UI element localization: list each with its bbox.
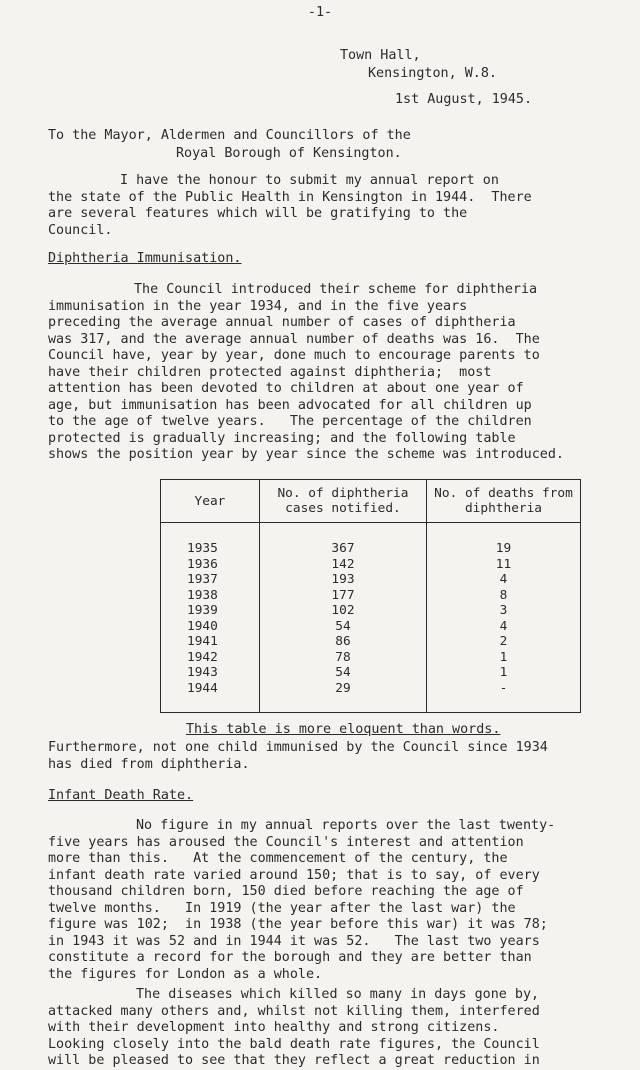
- cell-year: 1944: [161, 681, 260, 713]
- infant-paragraph-1: No figure in my annual reports over the last twenty- five years has aroused the Council's interest and attention more than this. At the commencement of the century, the infant death rate varied around 150; that is to say, of every thousand children born, 150 died before reaching the age of twelve months. In 1919 (the year after the last war) the figure was 102; in 1938 (the year before this war) it was 78; in 1943 it was 52 and in 1944 it was 52. The last two years constitute a record for the borough and they are better than the figures for London as a whole.: [48, 818, 556, 982]
- table-row: [161, 650, 581, 666]
- cell-year: 1938: [161, 588, 260, 604]
- cell-cases: 193: [259, 572, 426, 588]
- table-row: [161, 588, 581, 604]
- salutation: [48, 127, 411, 163]
- cell-deaths: 2: [427, 634, 581, 650]
- infant-paragraph-2: The diseases which killed so many in days gone by, attacked many others and, whilst not killing them, interfered with their development into healthy and strong citizens. Looking closely into the bald death rate figures, the Council will be pleased to see that they reflect a great reduction in: [48, 987, 540, 1068]
- cell-deaths: 4: [427, 619, 581, 635]
- cell-year: 1935: [161, 523, 260, 557]
- cell-deaths: 1: [427, 650, 581, 666]
- cell-cases: 102: [259, 603, 426, 619]
- diphtheria-table: [160, 479, 581, 713]
- section-heading-infant: Infant Death Rate.: [48, 788, 194, 803]
- cell-cases: 78: [259, 650, 426, 666]
- cell-deaths: 8: [427, 588, 581, 604]
- cell-cases: 367: [259, 523, 426, 557]
- cell-cases: 29: [259, 681, 426, 713]
- table-row: [161, 523, 581, 557]
- header-year: Year: [161, 480, 260, 523]
- table-row: [161, 665, 581, 681]
- cell-cases: 177: [259, 588, 426, 604]
- furthermore-paragraph: Furthermore, not one child immunised by the Council since 1934 has died from diphtheria.: [48, 740, 548, 772]
- cell-year: 1937: [161, 572, 260, 588]
- table-row: [161, 603, 581, 619]
- table-row: [161, 557, 581, 573]
- cell-deaths: 4: [427, 572, 581, 588]
- cell-year: 1940: [161, 619, 260, 635]
- salutation-line-2: Royal Borough of Kensington.: [176, 146, 402, 161]
- cell-year: 1941: [161, 634, 260, 650]
- table-header-row: [161, 480, 581, 523]
- intro-paragraph: I have the honour to submit my annual report on the state of the Public Health in Kensington in 1944. There are several features which will be gratifying to the Council.: [48, 173, 532, 238]
- cell-year: 1942: [161, 650, 260, 666]
- cell-cases: 86: [259, 634, 426, 650]
- header-cases: No. of diphtheria cases notified.: [259, 480, 426, 523]
- address-block: [340, 47, 497, 83]
- cell-year: 1943: [161, 665, 260, 681]
- header-deaths: No. of deaths from diphtheria: [427, 480, 581, 523]
- address-line-1: Town Hall,: [340, 48, 421, 63]
- cell-deaths: 19: [427, 523, 581, 557]
- cell-cases: 142: [259, 557, 426, 573]
- cell-year: 1939: [161, 603, 260, 619]
- table-row: [161, 572, 581, 588]
- section-heading-diphtheria: Diphtheria Immunisation.: [48, 251, 242, 266]
- page-number: -1-: [307, 5, 333, 20]
- table-row: [161, 619, 581, 635]
- table-row: [161, 634, 581, 650]
- table-row: [161, 681, 581, 713]
- cell-deaths: 3: [427, 603, 581, 619]
- letter-date: 1st August, 1945.: [395, 92, 533, 107]
- cell-cases: 54: [259, 619, 426, 635]
- cell-deaths: 1: [427, 665, 581, 681]
- address-line-2: Kensington, W.8.: [368, 66, 497, 81]
- salutation-line-1: To the Mayor, Aldermen and Councillors of the: [48, 128, 411, 143]
- cell-cases: 54: [259, 665, 426, 681]
- table-caption: This table is more eloquent than words.: [186, 722, 501, 737]
- cell-deaths: 11: [427, 557, 581, 573]
- cell-year: 1936: [161, 557, 260, 573]
- diphtheria-paragraph: The Council introduced their scheme for diphtheria immunisation in the year 1934, and in the five years preceding the average annual number of cases of diphtheria was 317, and the average annual number of deaths was 16. The Council have, year by year, done much to encourage parents to have their children protected against diphtheria; most attention has been devoted to children at about one year of age, but immunisation has been advocated for all children up to the age of twelve years. The percentage of the children protected is gradually increasing; and the following table shows the position year by year since the scheme was introduced.: [48, 282, 564, 462]
- cell-deaths: -: [427, 681, 581, 713]
- table-body: [161, 523, 581, 713]
